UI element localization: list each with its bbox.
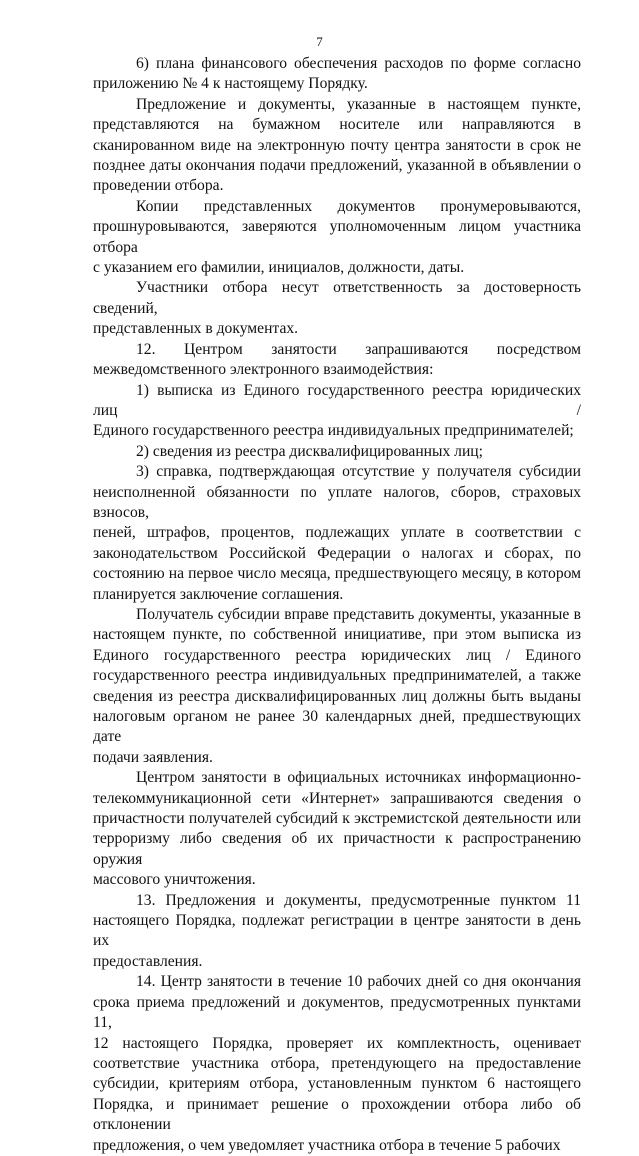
paragraph <box>93 54 581 95</box>
text-line: 1) выписка из Единого государственного реестра юридических лиц / <box>93 381 581 419</box>
text-line: с указанием его фамилии, инициалов, должности, даты. <box>93 259 465 277</box>
text-line: телекоммуникационной сети «Интернет» запрашиваются сведения о <box>93 789 581 807</box>
text-line: государственного реестра индивидуальных предпринимателей, а также <box>93 667 581 685</box>
text-line: межведомственного электронного взаимодействия: <box>93 361 434 379</box>
text-line: представляются на бумажном носителе или направляются в <box>93 116 581 134</box>
paragraph <box>93 605 581 768</box>
text-line: Участники отбора несут ответственность за достоверность сведений, <box>93 279 581 317</box>
document-body <box>93 54 581 1156</box>
paragraph <box>93 95 581 197</box>
paragraph <box>93 891 581 973</box>
text-line: 12 настоящего Порядка, проверяет их комплектность, оценивает <box>93 1034 581 1052</box>
paragraph <box>93 381 581 442</box>
text-line: 2) сведения из реестра дисквалифицированных лиц; <box>136 442 483 460</box>
text-line: Получатель субсидии вправе представить документы, указанные в <box>136 605 581 623</box>
text-line: настоящем пункте, по собственной инициативе, при этом выписка из <box>93 626 581 644</box>
text-line: прошнуровываются, заверяются уполномоченным лицом участника отбора <box>93 218 581 256</box>
text-line: Центром занятости в официальных источниках информационно- <box>136 769 581 787</box>
text-line: пеней, штрафов, процентов, подлежащих уплате в соответствии с <box>93 524 581 542</box>
text-line: Копии представленных документов пронумеровываются, <box>136 197 581 215</box>
text-line: проведении отбора. <box>93 177 224 195</box>
text-line: 6) плана финансового обеспечения расходов по форме согласно <box>136 55 581 72</box>
paragraph <box>93 462 581 605</box>
text-line: соответствие участника отбора, претендующего на предоставление <box>93 1054 581 1072</box>
text-line: представленных в документах. <box>93 320 299 338</box>
text-line: Предложение и документы, указанные в настоящем пункте, <box>136 95 581 113</box>
paragraph <box>93 768 581 890</box>
text-line: Единого государственного реестра индивидуальных предпринимателей; <box>93 422 574 440</box>
page-number: 7 <box>316 34 323 49</box>
text-line: законодательством Российской Федерации о налогах и сборах, по <box>93 544 581 562</box>
text-line: подачи заявления. <box>93 748 213 766</box>
paragraph <box>93 278 581 339</box>
paragraph <box>93 197 581 279</box>
text-line: настоящего Порядка, подлежат регистрации в центре занятости в день их <box>93 912 581 950</box>
text-line: планируется заключение соглашения. <box>93 585 344 603</box>
text-line: позднее даты окончания подачи предложений, указанной в объявлении о <box>93 157 581 175</box>
text-line: предложения, о чем уведомляет участника отбора в течение 5 рабочих <box>93 1136 561 1154</box>
text-line: массового уничтожения. <box>93 871 256 889</box>
text-line: сканированном виде на электронную почту центра занятости в срок не <box>93 136 581 154</box>
text-line: предоставления. <box>93 952 203 970</box>
text-line: неисполненной обязанности по уплате налогов, сборов, страховых взносов, <box>93 483 581 521</box>
text-line: 3) справка, подтверждающая отсутствие у получателя субсидии <box>136 463 581 481</box>
text-line: срока приема предложений и документов, предусмотренных пунктами 11, <box>93 993 581 1032</box>
text-line: терроризму либо сведения об их причастности к распространению оружия <box>93 830 581 868</box>
paragraph <box>93 442 581 462</box>
text-line: Единого государственного реестра юридических лиц / Единого <box>93 646 581 664</box>
text-line: сведения из реестра дисквалифицированных лиц должны быть выданы <box>93 687 581 705</box>
text-line: приложению № 4 к настоящему Порядку. <box>93 75 368 93</box>
paragraph <box>93 340 581 381</box>
text-line: причастности получателей субсидий к экстремистской деятельности или <box>93 810 581 828</box>
text-line: Порядка, и принимает решение о прохождении отбора либо об отклонении <box>93 1095 581 1134</box>
text-line: налоговым органом не ранее 30 календарных дней, предшествующих дате <box>93 708 581 746</box>
text-line: состоянию на первое число месяца, предшествующего месяцу, в котором <box>93 565 581 583</box>
text-line: 14. Центр занятости в течение 10 рабочих дней со дня окончания <box>136 973 581 991</box>
text-line: 12. Центром занятости запрашиваются посредством <box>136 340 581 358</box>
text-line: 13. Предложения и документы, предусмотренные пунктом 11 <box>136 891 581 909</box>
paragraph <box>93 972 581 1156</box>
text-line: субсидии, критериям отбора, установленным пунктом 6 настоящего <box>93 1075 581 1093</box>
